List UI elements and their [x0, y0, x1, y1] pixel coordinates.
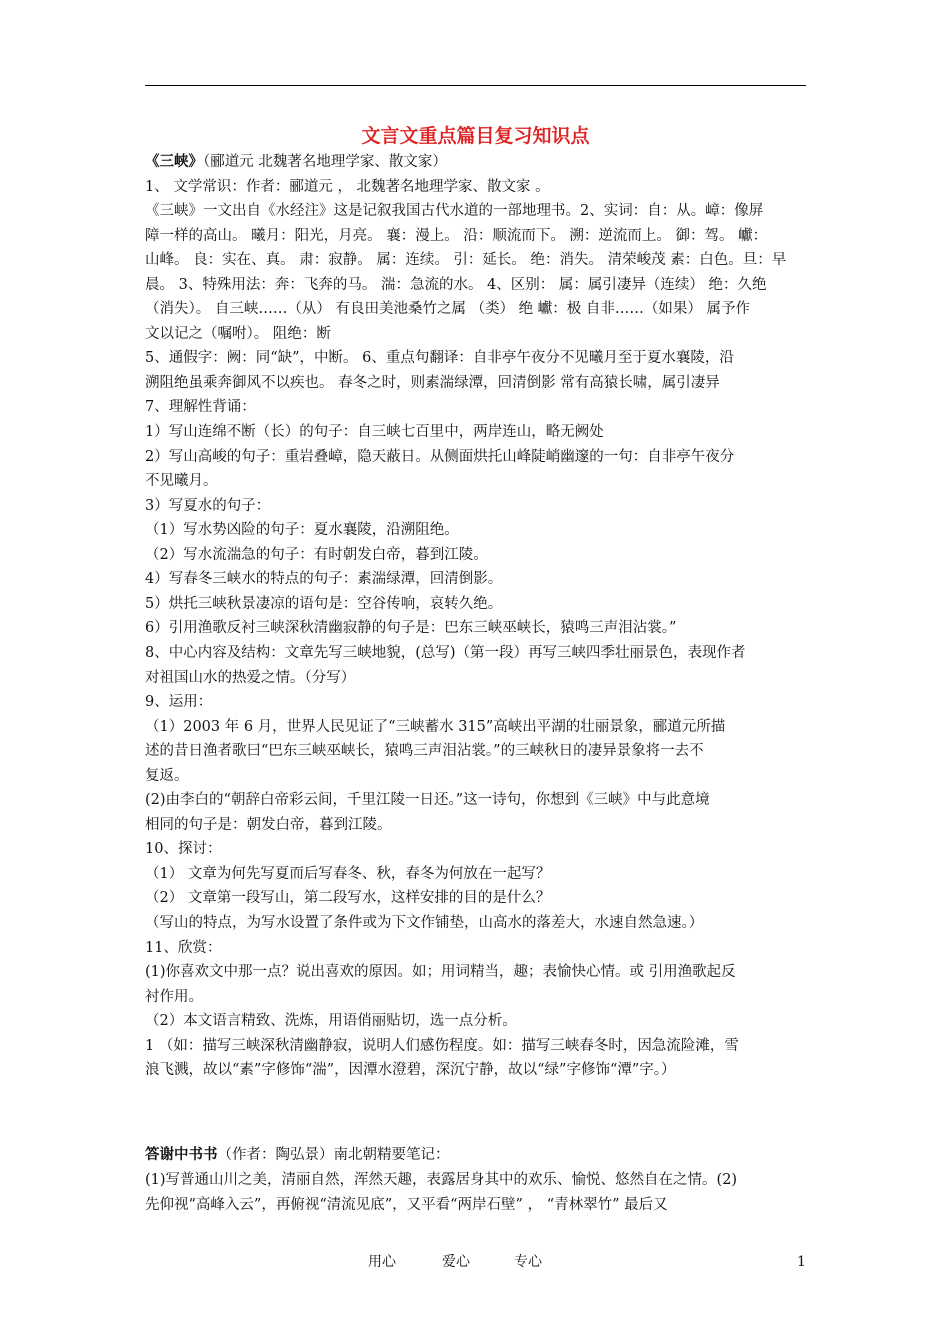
- text-line: （1） 文章为何先写夏而后写春冬、秋，春冬为何放在一起写？: [145, 865, 551, 882]
- text-line: 障一样的高山。 曦月：阳光，月亮。 襄：漫上。 沿：顺流而下。 溯：逆流而上。 御：驾。 巘：: [145, 227, 768, 244]
- text-line: 《三峡》一文出自《水经注》这是记叙我国古代水道的一部地理书。2、实词：自：从。嶂：像屏: [145, 203, 764, 220]
- section-heading-dxzss: [145, 1145, 810, 1165]
- text-line: 1）写山连绵不断（长）的句子：自三峡七百里中，两岸连山，略无阙处: [145, 424, 604, 440]
- text-line: （2） 文章第一段写山，第二段写水，这样安排的目的是什么？: [145, 890, 551, 907]
- text-line: （1）写水势凶险的句子：夏水襄陵，沿溯阻绝。: [145, 522, 459, 539]
- text-line: 11、欣赏：: [145, 939, 222, 956]
- text-line: （2）写水流湍急的句子：有时朝发白帝，暮到江陵。: [145, 546, 488, 563]
- text-line: 10、探讨：: [145, 841, 222, 858]
- text-line: 5、通假字：阙：同“缺”，中断。 6、重点句翻译：自非亭午夜分不见曦月至于夏水襄陵，沿: [145, 350, 734, 367]
- text-line: 衬作用。: [145, 988, 203, 1005]
- footer-motto-2: 爱心: [442, 1254, 470, 1270]
- text-line: 复返。: [145, 767, 189, 784]
- document-title: 文言文重点篇目复习知识点: [361, 125, 590, 147]
- section-heading-bold: 《三峡》: [145, 154, 203, 170]
- text-line: 不见曦月。: [145, 473, 218, 490]
- text-line: 1 （如：描写三峡深秋清幽静寂，说明人们感伤程度。如：描写三峡春冬时，因急流险滩，雪: [145, 1037, 739, 1054]
- text-line: 对祖国山水的热爱之情。（分写）: [145, 669, 356, 686]
- text-line: 晨。 3、特殊用法：奔：飞奔的马。 湍：急流的水。 4、区别： 属：属引凄异（连续） 绝：久绝: [145, 276, 767, 293]
- section-heading-bold: 答谢中书书: [145, 1147, 218, 1163]
- text-line: （1）2003 年 6 月，世界人民见证了“三峡蓄水 315”高峡出平湖的壮丽景象，郦道元所描: [145, 718, 726, 735]
- text-line: 6）引用渔歌反衬三峡深秋清幽寂静的句子是：巴东三峡巫峡长，猿鸣三声泪沾裳。”: [145, 620, 677, 637]
- footer-motto-1: 用心: [368, 1254, 396, 1270]
- text-line: 7、理解性背诵：: [145, 399, 256, 416]
- text-line: (1)你喜欢文中那一点？说出喜欢的原因。如；用词精当，趣；表愉快心情。或 引用渔歌起反: [145, 964, 736, 981]
- text-line: 8、中心内容及结构：文章先写三峡地貌，(总写)（第一段）再写三峡四季壮丽景色，表现作者: [145, 644, 746, 661]
- text-line: (1)写普通山川之美，清丽自然，浑然天趣，表露居身其中的欢乐、愉悦、悠然自在之情。(2): [145, 1172, 738, 1188]
- section-heading-rest: （郦道元 北魏著名地理学家、散文家）: [203, 154, 447, 170]
- text-line: （消失）。 自三峡……（从） 有良田美池桑竹之属 （类） 绝 巘：极 自非……（如果） 属予作: [145, 301, 751, 318]
- text-line: （写山的特点，为写水设置了条件或为下文作铺垫，山高水的落差大，水速自然急速。）: [145, 915, 704, 931]
- text-line: 4）写春冬三峡水的特点的句子：素湍绿潭，回清倒影。: [145, 571, 503, 588]
- section-heading-sanxia: [145, 152, 810, 172]
- text-line: 相同的句子是：朝发白帝，暮到江陵。: [145, 816, 392, 833]
- text-line: 9、运用：: [145, 694, 213, 711]
- text-line: 溯阻绝虽乘奔御风不以疾也。 春冬之时，则素湍绿潭，回清倒影 常有高猿长啸，属引凄异: [145, 374, 720, 391]
- text-line: 5）烘托三峡秋景凄凉的语句是：空谷传响，哀转久绝。: [145, 595, 503, 612]
- footer-motto-3: 专心: [514, 1254, 542, 1270]
- text-line: （2）本文语言精致、洗炼，用语俏丽贴切，选一点分析。: [145, 1013, 517, 1030]
- page-number: 1: [797, 1254, 806, 1270]
- text-line: 3）写夏水的句子：: [145, 497, 271, 514]
- text-line: 文以记之（嘱咐）。 阻绝：断: [145, 325, 331, 342]
- text-line: 浪飞溅，故以“素”字修饰“湍”，因潭水澄碧，深沉宁静，故以“绿”字修饰“潭”字。）: [145, 1062, 676, 1079]
- text-line: (2)由李白的“朝辞白帝彩云间，千里江陵一日还。”这一诗句，你想到《三峡》中与此意境: [145, 792, 710, 809]
- text-line: 1、 文学常识：作者：郦道元 ， 北魏著名地理学家、散文家 。: [145, 178, 550, 195]
- text-line: 山峰。 良：实在、真。 肃：寂静。 属：连续。 引：延长。 绝：消失。 清荣峻茂 素：白色。旦：早: [145, 252, 787, 269]
- text-line: 2）写山高峻的句子：重岩叠嶂，隐天蔽日。从侧面烘托山峰陡峭幽邃的一句：自非亭午夜分: [145, 448, 735, 465]
- section-heading-rest: （作者：陶弘景）南北朝精要笔记：: [217, 1147, 450, 1163]
- text-line: 述的昔日渔者歌曰“巴东三峡巫峡长，猿鸣三声泪沾裳。”的三峡秋日的凄异景象将一去不: [145, 743, 704, 760]
- text-line: 先仰视“高峰入云”，再俯视“清流见底”，又平看“两岸石壁” ， “青林翠竹” 最后又: [145, 1196, 668, 1213]
- header-rule: [145, 85, 806, 86]
